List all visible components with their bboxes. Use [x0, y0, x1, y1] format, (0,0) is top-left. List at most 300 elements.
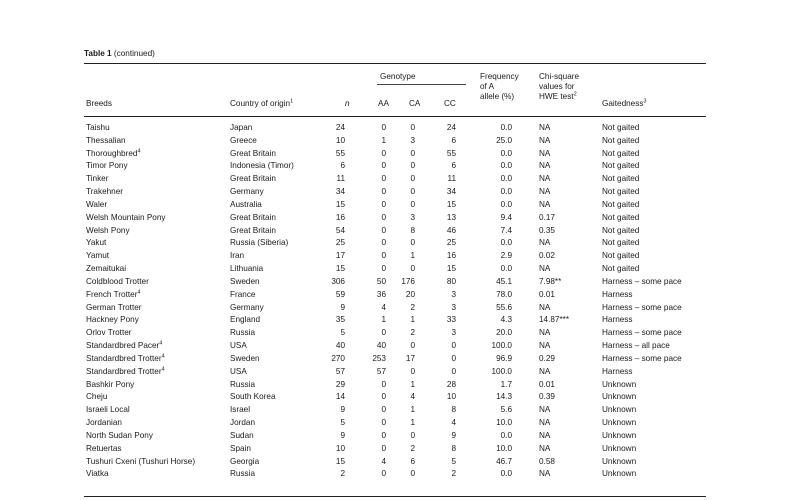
n-cell-text: 6	[340, 161, 345, 171]
gaitedness-cell-text: Harness – some pace	[602, 353, 682, 363]
cc-count-cell	[451, 456, 456, 469]
ca-count-cell	[406, 353, 415, 366]
country-cell-text: Sudan	[230, 430, 254, 440]
chi-square-cell-text: NA	[539, 123, 551, 132]
aa-count-cell	[377, 289, 386, 302]
aa-count-cell	[372, 353, 386, 366]
country-cell-text: Indonesia (Timor)	[230, 161, 294, 171]
chi-square-cell-text: 14.87***	[539, 315, 570, 325]
aa-count-cell	[381, 173, 386, 186]
breed-footnote-marker: 4	[137, 148, 141, 155]
country-cell-text: Sweden	[230, 276, 260, 286]
breed-cell-text: Hackney Pony	[86, 315, 139, 325]
n-cell	[336, 366, 345, 379]
breed-cell-text: Timor Pony	[86, 161, 128, 171]
allele-frequency-cell	[501, 237, 512, 250]
gaitedness-cell-text: Harness – some pace	[602, 276, 682, 286]
table-row	[0, 404, 800, 417]
country-cell	[230, 404, 250, 417]
gaitedness-cell-text: Not gaited	[602, 238, 640, 248]
chi-square-cell	[539, 456, 555, 469]
aa-count-cell	[381, 379, 386, 392]
ca-count-cell	[410, 340, 415, 353]
allele-frequency-cell-text: 10.0	[496, 418, 512, 428]
ca-count-cell	[410, 456, 415, 469]
chi-square-cell-text: NA	[539, 328, 551, 338]
country-cell-text: Germany	[230, 302, 264, 312]
breed-cell-text: Cheju	[86, 392, 108, 402]
header-bottom-rule	[84, 116, 706, 117]
header-n	[345, 99, 350, 109]
cc-count-cell	[447, 276, 456, 289]
aa-count-cell-text: 36	[376, 289, 386, 299]
chi-square-cell	[539, 237, 550, 250]
header-ca: CA	[409, 99, 421, 108]
chi-square-cell	[539, 353, 555, 366]
allele-frequency-cell-text: 0.0	[500, 161, 512, 171]
gaitedness-cell-text: Harness	[602, 289, 633, 299]
aa-count-cell-text: 0	[381, 443, 386, 453]
aa-count-cell-text: 0	[381, 251, 386, 261]
n-cell	[340, 417, 345, 430]
country-cell	[230, 225, 276, 238]
chi-square-cell-text: NA	[539, 418, 551, 428]
table-top-rule	[84, 63, 706, 64]
allele-frequency-cell-text: 0.0	[500, 264, 512, 274]
cc-count-cell	[447, 250, 456, 263]
country-cell-text: Jordan	[230, 418, 256, 428]
allele-frequency-cell	[496, 135, 512, 148]
aa-count-cell-text: 0	[381, 238, 386, 248]
n-cell-text: 15	[335, 199, 345, 209]
breed-cell-text: Welsh Mountain Pony	[86, 212, 166, 222]
allele-frequency-cell	[501, 148, 512, 161]
header-chi-line-1: Chi-square	[539, 72, 580, 81]
country-cell-text: Russia (Siberia)	[230, 238, 289, 248]
table-row	[0, 353, 800, 366]
aa-count-cell	[381, 212, 386, 225]
n-cell-text: 15	[335, 264, 345, 274]
country-cell	[230, 327, 255, 340]
table-row	[0, 302, 800, 315]
country-cell	[230, 237, 288, 250]
breed-cell-text: Standardbred Trotter	[86, 366, 162, 376]
table-row	[0, 173, 800, 186]
gaitedness-cell	[602, 289, 633, 302]
gaitedness-cell	[602, 237, 639, 250]
n-cell	[337, 173, 346, 186]
gaitedness-cell-text: Not gaited	[602, 174, 640, 184]
cc-count-cell	[447, 391, 456, 404]
chi-square-cell	[539, 173, 550, 186]
table-row	[0, 379, 800, 392]
cc-count-cell-text: 46	[446, 225, 456, 235]
allele-frequency-cell	[496, 276, 512, 289]
chi-square-cell	[539, 122, 550, 135]
table-row	[0, 160, 800, 173]
n-cell	[336, 122, 345, 135]
aa-count-cell-text: 4	[381, 456, 386, 466]
allele-frequency-cell-text: 46.7	[496, 456, 512, 466]
ca-count-cell	[410, 186, 415, 199]
ca-count-cell-text: 1	[410, 405, 415, 415]
country-cell	[230, 122, 252, 135]
breed-cell	[86, 391, 107, 404]
chi-square-cell-text: NA	[539, 161, 551, 171]
aa-count-cell-text: 0	[381, 405, 386, 415]
aa-count-cell	[381, 135, 386, 148]
gaitedness-cell	[602, 250, 639, 263]
table-row	[0, 276, 800, 289]
allele-frequency-cell	[501, 404, 512, 417]
ca-count-cell-text: 1	[410, 379, 415, 389]
aa-count-cell	[381, 148, 386, 161]
country-cell	[230, 148, 276, 161]
aa-count-cell	[381, 443, 386, 456]
ca-count-cell	[410, 225, 415, 238]
n-cell-text: 14	[335, 392, 345, 402]
allele-frequency-cell	[501, 225, 512, 238]
chi-square-cell	[539, 404, 550, 417]
gaitedness-cell-text: Harness	[602, 366, 633, 376]
chi-square-cell-text: NA	[539, 366, 551, 376]
chi-square-cell-text: NA	[539, 302, 551, 312]
breed-cell-text: Viatka	[86, 469, 109, 479]
n-cell-text: 40	[335, 341, 345, 351]
gaitedness-cell-text: Unknown	[602, 418, 637, 428]
breed-cell	[86, 430, 153, 443]
ca-count-cell-text: 17	[405, 353, 415, 363]
cc-count-cell	[447, 186, 456, 199]
aa-count-cell-text: 0	[381, 123, 386, 132]
chi-square-cell-text: 0.29	[539, 353, 555, 363]
chi-square-cell	[539, 366, 550, 379]
gaitedness-cell	[602, 340, 670, 353]
chi-square-cell-text: 0.58	[539, 456, 555, 466]
country-cell	[230, 391, 276, 404]
ca-count-cell-text: 0	[410, 238, 415, 248]
aa-count-cell	[381, 391, 386, 404]
chi-square-cell	[539, 276, 561, 289]
breed-cell	[86, 340, 162, 353]
n-cell	[336, 135, 345, 148]
country-cell	[230, 443, 251, 456]
n-cell	[336, 186, 345, 199]
allele-frequency-cell	[496, 353, 512, 366]
cc-count-cell	[451, 417, 456, 430]
country-cell-text: Germany	[230, 187, 264, 197]
ca-count-cell	[410, 327, 415, 340]
table-caption-continued: (continued)	[113, 49, 155, 58]
allele-frequency-cell	[501, 199, 512, 212]
gaitedness-cell	[602, 212, 639, 225]
ca-count-cell-text: 176	[401, 276, 415, 286]
table-row	[0, 135, 800, 148]
n-cell	[336, 212, 345, 225]
ca-count-cell	[410, 468, 415, 481]
ca-count-cell	[410, 391, 415, 404]
breed-cell-text: Trakehner	[86, 187, 124, 197]
cc-count-cell	[451, 468, 456, 481]
n-cell	[331, 353, 345, 366]
aa-count-cell-text: 4	[381, 302, 386, 312]
n-cell	[331, 276, 345, 289]
table-row	[0, 443, 800, 456]
n-cell	[336, 199, 345, 212]
country-cell	[230, 366, 247, 379]
country-cell	[230, 417, 255, 430]
country-cell-text: Sweden	[230, 353, 260, 363]
cc-count-cell-text: 6	[451, 135, 456, 145]
aa-count-cell-text: 0	[381, 187, 386, 197]
cc-count-cell-text: 5	[451, 456, 456, 466]
gaitedness-cell-text: Not gaited	[602, 225, 640, 235]
cc-count-cell	[447, 314, 456, 327]
country-cell-text: Russia	[230, 469, 256, 479]
country-cell-text: Great Britain	[230, 174, 276, 184]
ca-count-cell	[410, 160, 415, 173]
breed-cell-text: Jordanian	[86, 418, 122, 428]
chi-square-cell	[539, 250, 555, 263]
ca-count-cell-text: 0	[410, 161, 415, 171]
ca-count-cell	[410, 417, 415, 430]
allele-frequency-cell-text: 0.0	[500, 148, 512, 158]
breed-cell	[86, 148, 141, 161]
chi-square-cell	[539, 135, 550, 148]
cc-count-cell	[451, 443, 456, 456]
aa-count-cell	[381, 199, 386, 212]
aa-count-cell-text: 50	[376, 276, 386, 286]
allele-frequency-cell	[501, 173, 512, 186]
gaitedness-cell-text: Unknown	[602, 379, 637, 389]
allele-frequency-cell-text: 0.0	[500, 199, 512, 209]
country-cell-text: Japan	[230, 123, 253, 132]
chi-square-cell	[539, 160, 550, 173]
gaitedness-cell	[602, 430, 636, 443]
header-genotype: Genotype	[380, 72, 416, 81]
aa-count-cell	[377, 340, 386, 353]
header-chi-text: HWE test	[539, 92, 574, 102]
allele-frequency-cell-text: 45.1	[496, 276, 512, 286]
cc-count-cell-text: 34	[446, 187, 456, 197]
ca-count-cell	[410, 302, 415, 315]
breed-cell	[86, 135, 126, 148]
aa-count-cell-text: 0	[381, 430, 386, 440]
allele-frequency-cell	[501, 160, 512, 173]
gaitedness-cell-text: Not gaited	[602, 251, 640, 261]
chi-square-cell-text: 7.98**	[539, 276, 562, 286]
allele-frequency-cell	[492, 340, 513, 353]
allele-frequency-cell-text: 0.0	[500, 430, 512, 440]
chi-square-cell	[539, 327, 550, 340]
gaitedness-cell	[602, 263, 639, 276]
gaitedness-cell	[602, 379, 636, 392]
cc-count-cell	[451, 135, 456, 148]
cc-count-cell	[447, 122, 456, 135]
header-gaitedness	[602, 99, 647, 109]
breed-cell-text: Orlov Trotter	[86, 328, 132, 338]
ca-count-cell	[410, 430, 415, 443]
aa-count-cell	[381, 237, 386, 250]
allele-frequency-cell-text: 25.0	[496, 135, 512, 145]
gaitedness-cell	[602, 225, 639, 238]
country-cell	[230, 250, 244, 263]
breed-cell	[86, 417, 122, 430]
n-cell-text: 11	[336, 174, 345, 184]
breed-cell-text: Tushuri Cxeni (Tushuri Horse)	[86, 456, 196, 466]
aa-count-cell-text: 0	[381, 174, 386, 184]
country-cell-text: Iran	[230, 251, 245, 261]
ca-count-cell-text: 20	[405, 289, 415, 299]
ca-count-cell-text: 4	[410, 392, 415, 402]
breed-cell	[86, 456, 195, 469]
allele-frequency-cell	[501, 314, 512, 327]
chi-square-cell-text: NA	[539, 405, 551, 415]
ca-count-cell	[410, 314, 415, 327]
aa-count-cell-text: 0	[381, 212, 386, 222]
breed-cell-text: Waler	[86, 199, 108, 209]
breed-cell	[86, 173, 108, 186]
aa-count-cell	[381, 302, 386, 315]
n-cell	[340, 404, 345, 417]
header-aa: AA	[378, 99, 389, 108]
cc-count-cell-text: 0	[451, 341, 456, 351]
cc-count-cell	[448, 173, 457, 186]
header-frequency	[480, 72, 519, 103]
breed-cell	[86, 250, 109, 263]
table-row	[0, 186, 800, 199]
country-cell	[230, 302, 264, 315]
aa-count-cell	[381, 314, 386, 327]
table-row	[0, 122, 800, 135]
header-gaitedness-footnote: 3	[643, 98, 647, 105]
table-caption-label: Table 1	[84, 49, 112, 58]
gaitedness-cell	[602, 160, 639, 173]
breed-cell	[86, 237, 106, 250]
table-row	[0, 263, 800, 276]
country-cell-text: Israel	[230, 405, 251, 415]
country-cell-text: Russia	[230, 379, 256, 389]
cc-count-cell-text: 4	[451, 418, 456, 428]
breed-cell-text: Yamut	[86, 251, 110, 261]
n-cell-text: 15	[335, 456, 345, 466]
allele-frequency-cell	[496, 391, 512, 404]
header-chi-line-2: values for	[539, 82, 575, 92]
n-cell-text: 306	[331, 276, 345, 286]
gaitedness-cell	[602, 391, 636, 404]
chi-square-cell	[539, 417, 550, 430]
breed-cell-text: Bashkir Pony	[86, 379, 135, 389]
header-gaitedness-text: Gaitedness	[602, 99, 644, 108]
ca-count-cell	[410, 122, 415, 135]
aa-count-cell	[377, 276, 386, 289]
breed-cell-text: Yakut	[86, 238, 107, 248]
n-cell	[336, 250, 345, 263]
allele-frequency-cell	[501, 379, 512, 392]
table-row	[0, 391, 800, 404]
chi-square-cell-text: 0.01	[539, 289, 555, 299]
n-cell	[340, 468, 345, 481]
header-n-text: n	[345, 99, 350, 108]
allele-frequency-cell	[492, 366, 513, 379]
cc-count-cell-text: 3	[451, 289, 456, 299]
n-cell-text: 17	[335, 251, 345, 261]
country-cell-text: Great Britain	[230, 225, 276, 235]
allele-frequency-cell-text: 100.0	[491, 341, 512, 351]
country-cell	[230, 160, 294, 173]
ca-count-cell	[406, 289, 415, 302]
allele-frequency-cell-text: 5.6	[500, 405, 512, 415]
header-frequency-line-3: allele (%)	[480, 92, 515, 102]
chi-square-cell-text: NA	[539, 443, 551, 453]
cc-count-cell-text: 8	[451, 405, 456, 415]
table-row	[0, 314, 800, 327]
aa-count-cell-text: 1	[381, 135, 386, 145]
ca-count-cell-text: 0	[410, 366, 415, 376]
cc-count-cell	[447, 237, 456, 250]
allele-frequency-cell	[496, 302, 512, 315]
n-cell	[336, 391, 345, 404]
gaitedness-cell	[602, 122, 639, 135]
n-cell	[336, 443, 345, 456]
cc-count-cell	[451, 327, 456, 340]
allele-frequency-cell-text: 4.3	[500, 315, 512, 325]
breed-cell	[86, 160, 128, 173]
cc-count-cell-text: 28	[446, 379, 456, 389]
header-chi-line-3	[539, 92, 579, 102]
aa-count-cell-text: 0	[381, 392, 386, 402]
allele-frequency-cell-text: 9.4	[500, 212, 512, 222]
cc-count-cell	[447, 379, 456, 392]
gaitedness-cell	[602, 417, 636, 430]
country-cell-text: France	[230, 289, 256, 299]
country-cell-text: Great Britain	[230, 212, 276, 222]
ca-count-cell-text: 2	[410, 302, 415, 312]
country-cell-text: Great Britain	[230, 148, 276, 158]
cc-count-cell	[447, 148, 456, 161]
n-cell	[340, 160, 345, 173]
ca-count-cell	[410, 148, 415, 161]
cc-count-cell-text: 6	[451, 161, 456, 171]
ca-count-cell-text: 1	[410, 418, 415, 428]
allele-frequency-cell-text: 55.6	[496, 302, 512, 312]
cc-count-cell-text: 13	[446, 212, 456, 222]
allele-frequency-cell-text: 0.0	[500, 187, 512, 197]
ca-count-cell	[410, 173, 415, 186]
aa-count-cell	[381, 404, 386, 417]
chi-square-cell	[539, 148, 550, 161]
ca-count-cell-text: 0	[410, 469, 415, 479]
cc-count-cell	[451, 160, 456, 173]
table-row	[0, 430, 800, 443]
ca-count-cell	[410, 250, 415, 263]
header-frequency-line-2: of A	[480, 82, 495, 92]
breed-cell-text: North Sudan Pony	[86, 430, 153, 440]
country-cell	[230, 263, 263, 276]
cc-count-cell	[451, 404, 456, 417]
gaitedness-cell	[602, 186, 639, 199]
aa-count-cell-text: 40	[376, 341, 386, 351]
aa-count-cell	[381, 122, 386, 135]
allele-frequency-cell-text: 78.0	[496, 289, 512, 299]
cc-count-cell-text: 0	[451, 353, 456, 363]
breed-footnote-marker: 4	[137, 289, 141, 296]
breed-cell	[86, 199, 107, 212]
breed-cell	[86, 122, 110, 135]
gaitedness-cell	[602, 456, 636, 469]
n-cell-text: 16	[335, 212, 345, 222]
chi-square-cell	[539, 263, 550, 276]
